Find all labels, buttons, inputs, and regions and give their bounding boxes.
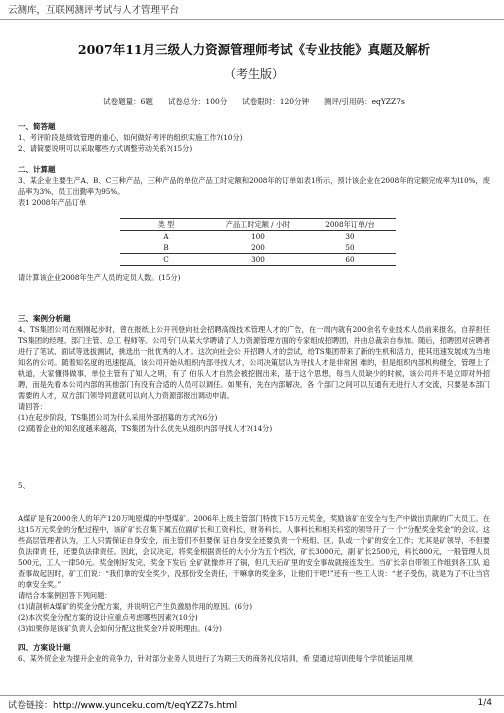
section-heading-short-answer: 一、简答题 xyxy=(18,122,56,131)
page-number: 1/4 xyxy=(477,698,492,708)
table-cell: 50 xyxy=(345,243,355,252)
question-4-part-1: (1)在起步阶段，TS集团公司为什么采用外部招募的方式?(6分) xyxy=(18,413,218,422)
exam-link-url[interactable]: http://www.yunceku.com/t/eqYZZ7s.html xyxy=(53,701,238,711)
table-cell: C xyxy=(120,254,212,266)
exam-info: 试卷题量：6题 试卷总分：100分 试卷限时：120分钟 测评/引用码：eqYZZ7s xyxy=(103,97,405,106)
document-body xyxy=(0,40,504,664)
site-name: 云测库，互联网测评考试与人才管理平台 xyxy=(8,5,180,16)
question-5-prompt: 请结合本案例回答下列问题： xyxy=(18,591,112,600)
table-header-cell: 2008年订单/台 xyxy=(304,219,396,231)
site-header xyxy=(0,0,504,20)
table-row xyxy=(120,242,396,254)
question-3-ask: 请计算该企业2008年生产人员的定员人数。(15分) xyxy=(18,273,181,282)
table-cell: A xyxy=(163,232,169,241)
document-title: 2007年11月三级人力资源管理师考试《专业技能》真题及解析 xyxy=(77,42,431,57)
question-4-case: 4、TS集团公司在刚刚起步时，曾在报纸上公开刊登向社会招聘高级技术管理人才的广告，在一周内就有200余名专业技术人员前来报名，自荐担任TS集团的经理、部门主管、总工 程师等。公司专门从某大学聘请了人力资源管理方面的专家组成招聘团，并由总裁亲自参加。随后，招聘团对应聘者进行了笔试、面试等选拔测试，挑选出一批优秀的人才。这次向社会公 开招聘人才的尝试，给TS集团带来了新的生机和活力，使其迅速发展成为当地知名的公司。随着知名度的迅速提高，该公司开始从组织内部寻找人才，公司决策层认为寻找人才是非常困 难的，但是组织内部机构健全，管理上了轨道，大家懂得做事，单位主管有了知人之明，有了 伯乐人才自然会被挖掘出来，基于这个思想，每当人员缺少的时候，该公司并不是立即对外招聘，而是先看本公司内部的其他部门有没有合适的人员可以调任。如果有，先在内部解决，各 个部门之间可以互通有无进行人才交流，只要是本部门需要的人才，双方部门领导同意就可以向人力资源部报出调动申请。 xyxy=(18,325,491,400)
table-caption: 表1 2008年产品订单 xyxy=(18,198,87,207)
order-table xyxy=(120,218,396,266)
exam-link xyxy=(8,698,237,711)
table-header-cell: 类 型 xyxy=(120,219,212,231)
question-5-case: A煤矿是有2000余人的年产120万吨原煤的中型煤矿。2006年上级主管部门特拨下15万元奖金，奖励该矿在安全与生产中做出贡献的广大员工。在这15万元奖金的分配过程中，该矿矿长召集下属五位副矿长和工资科长、财务科长、人事科长和相关科室的领导开了一 个“分配奖金奖金”的会议。这些高层管理者认为，工人只需保证自身安全，而主管们不但要保 证自身安全还要负责一个班组、区、队或一个矿的安全工作；尤其是矿领导，不但要负法律责 任，还要负法律责任。因此，会议决定，将奖金根据责任的大小分为五个档次，矿长3000元，副 矿长2500元，科长800元，一般管理人员500元，工人一律50元。奖金刚好发完，奖金下发后 全矿就像炸开了锅，但几天后矿里的安全事故就接连发生。当矿长亲自带领工作组到各工队 追查事故起因时，矿工们说：“我们拿的安全奖少，没那份安全责任，干嘛拿的奖金多，让他们干吧!”还有一些工人说：“老子受伤，就是为了不让当官的拿安全奖。” xyxy=(18,514,490,589)
question-3: 3、某企业主要生产A、B、C三种产品，三种产品的单位产品工时定额和2008年的订单如表1所示，预计该企业在2008年的定额完成率为l10%，废品率为3%，员工出勤率为95%。 xyxy=(18,176,490,196)
table-header-cell: 产品工时定额 / 小时 xyxy=(212,219,304,231)
question-6: 6、某外贸企业为提升企业的竞争力，针对部分业务人员进行了为期三天的商务礼仪培训，希 望通过培训使每个学员能运用规 xyxy=(18,654,413,663)
question-5-number: 5、 xyxy=(18,481,30,490)
question-4-prompt: 请回答： xyxy=(18,402,47,411)
table-header-row xyxy=(120,219,396,231)
table-cell: 60 xyxy=(304,254,396,266)
section-heading-case-analysis: 三、案例分析题 xyxy=(18,314,71,323)
table-cell: 100 xyxy=(251,232,265,241)
page-footer xyxy=(0,695,504,713)
table-cell: 300 xyxy=(212,254,304,266)
table-cell: 30 xyxy=(345,232,355,241)
table-cell: 200 xyxy=(251,243,265,252)
exam-link-label: 试卷链接： xyxy=(8,701,54,711)
table-cell: B xyxy=(163,243,169,252)
section-heading-plan-design: 四、方案设计题 xyxy=(18,643,71,652)
table-row xyxy=(120,231,396,243)
question-5-part-2: (2)本次奖金分配方案的设计应重点考虑哪些因素?(10分) xyxy=(18,613,198,622)
section-heading-calculation: 二、计算题 xyxy=(18,165,56,174)
question-2: 2、请简要说明可以采取哪些方式调整劳动关系?(15分) xyxy=(18,144,193,153)
question-5-part-3: (3)如果你是该矿负责人会如何分配这批奖金?并说明理由。(4分) xyxy=(18,624,222,633)
document-subtitle: （考生版） xyxy=(223,67,284,81)
question-5-part-1: (1)请剖析A煤矿的奖金分配方案，并说明它产生负激励作用的原因。(6分) xyxy=(18,602,252,611)
question-4-part-2: (2)随着企业的知名度越来越高，TS集团为什么优先从组织内部寻找人才?(14分) xyxy=(18,424,273,433)
question-1: 1、考评阶段是绩效管理的重心，如何做好考评的组织实施工作?(10分) xyxy=(18,133,243,142)
table-row xyxy=(120,254,396,266)
